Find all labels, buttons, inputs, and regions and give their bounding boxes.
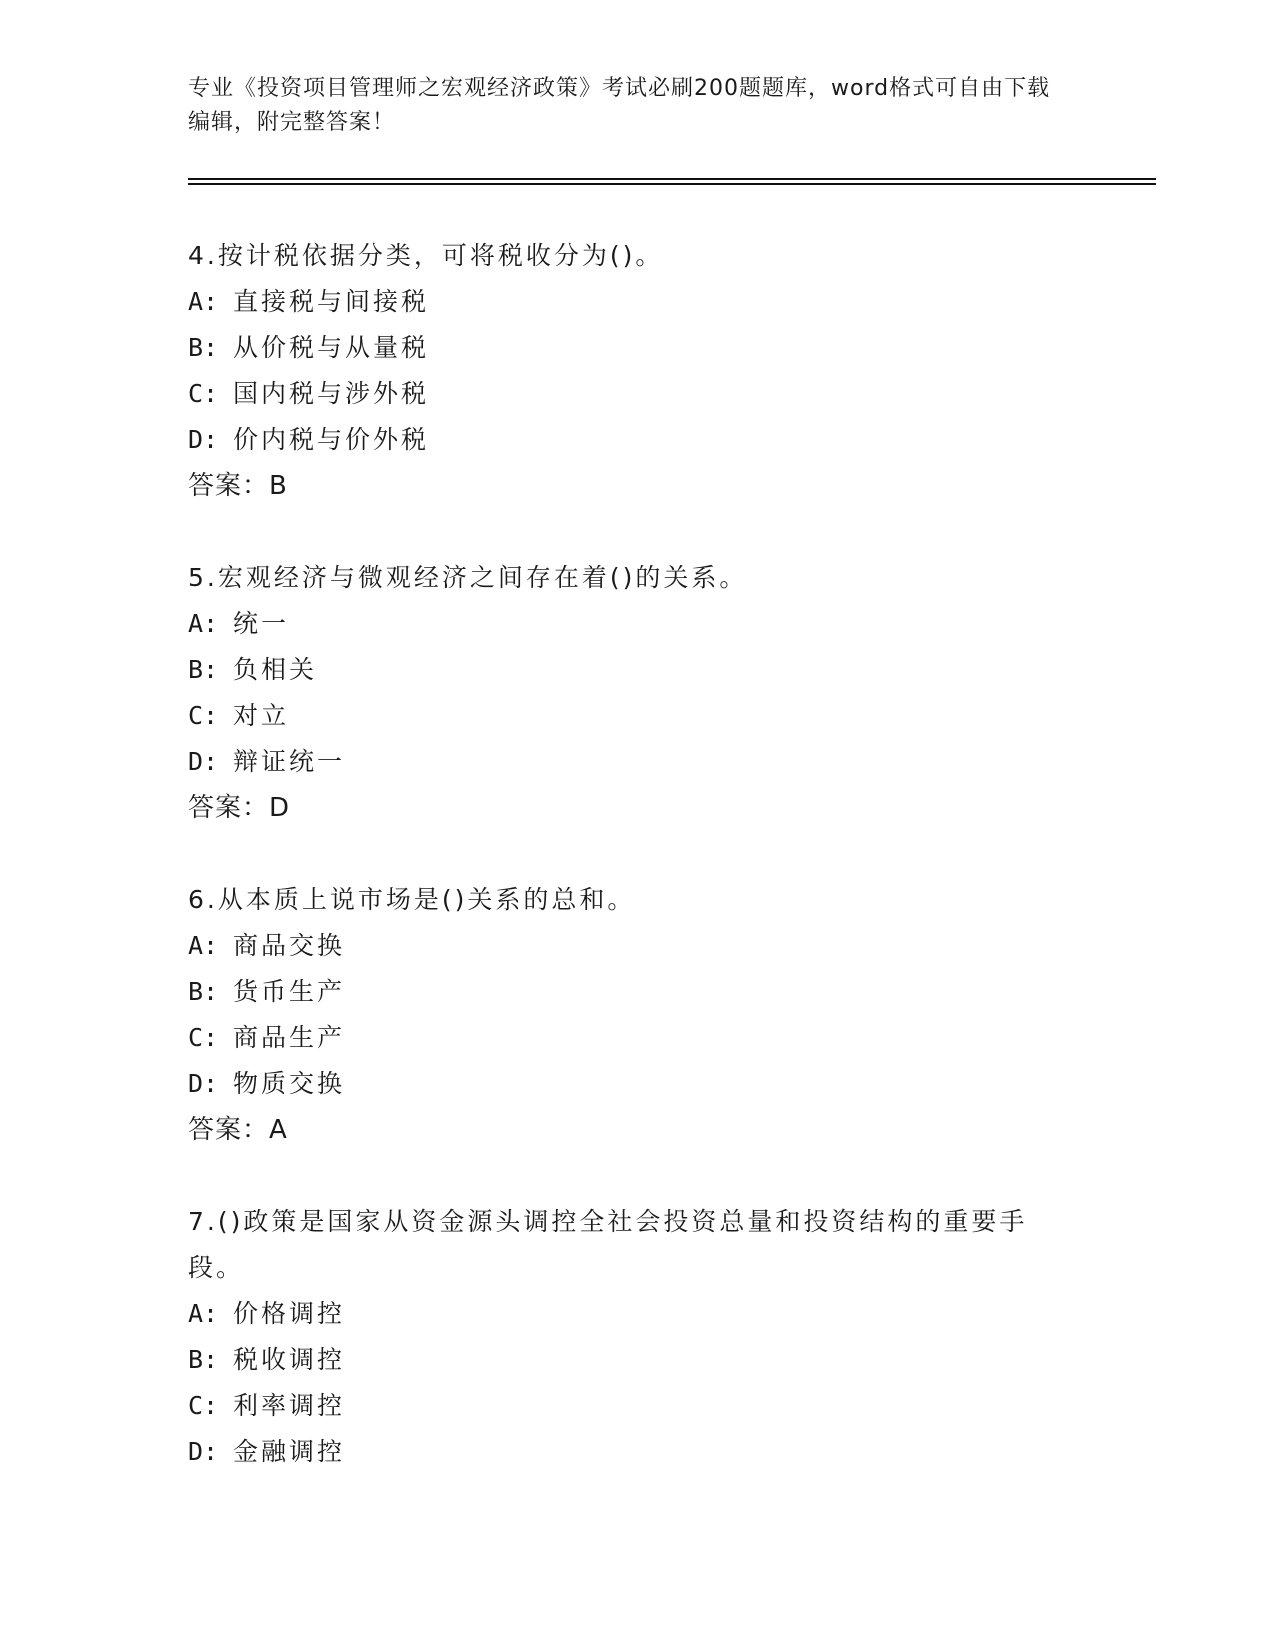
option-letter: C: bbox=[188, 379, 219, 408]
option-text: 统一 bbox=[233, 609, 290, 638]
option-text: 辩证统一 bbox=[233, 747, 346, 776]
option-text: 金融调控 bbox=[233, 1437, 346, 1466]
option-b bbox=[188, 1337, 1068, 1383]
question-stem: 6.从本质上说市场是()关系的总和。 bbox=[188, 885, 636, 914]
option-b bbox=[188, 647, 1068, 693]
option-c bbox=[188, 1383, 1068, 1429]
option-text: 对立 bbox=[233, 701, 290, 730]
question-7 bbox=[188, 1199, 1068, 1475]
answer-line: 答案：A bbox=[188, 1115, 288, 1145]
option-a bbox=[188, 1291, 1068, 1337]
option-text: 税收调控 bbox=[233, 1345, 346, 1374]
option-text: 从价税与从量税 bbox=[233, 333, 430, 362]
option-letter: B: bbox=[188, 1345, 219, 1374]
option-a bbox=[188, 279, 1068, 325]
option-letter: D: bbox=[188, 425, 219, 454]
question-4 bbox=[188, 233, 1068, 509]
option-text: 商品交换 bbox=[233, 931, 346, 960]
option-letter: B: bbox=[188, 333, 219, 362]
option-b bbox=[188, 969, 1068, 1015]
option-letter: C: bbox=[188, 701, 219, 730]
option-letter: D: bbox=[188, 747, 219, 776]
question-stem: 4.按计税依据分类，可将税收分为()。 bbox=[188, 241, 664, 270]
option-letter: A: bbox=[188, 609, 219, 638]
option-letter: C: bbox=[188, 1391, 219, 1420]
option-d bbox=[188, 417, 1068, 463]
option-letter: A: bbox=[188, 1299, 219, 1328]
option-c bbox=[188, 1015, 1068, 1061]
option-d bbox=[188, 1429, 1068, 1475]
answer-line: 答案：D bbox=[188, 793, 291, 823]
option-letter: C: bbox=[188, 1023, 219, 1052]
question-list bbox=[188, 233, 1068, 1521]
option-text: 货币生产 bbox=[233, 977, 346, 1006]
option-c bbox=[188, 693, 1068, 739]
option-d bbox=[188, 739, 1068, 785]
header-divider bbox=[188, 178, 1156, 180]
option-letter: B: bbox=[188, 655, 219, 684]
option-text: 利率调控 bbox=[233, 1391, 346, 1420]
document-header: 专业《投资项目管理师之宏观经济政策》考试必刷200题题库，word格式可自由下载编辑，附完整答案！ bbox=[188, 76, 1051, 135]
option-letter: A: bbox=[188, 287, 219, 316]
option-c bbox=[188, 371, 1068, 417]
question-stem: 7.()政策是国家从资金源头调控全社会投资总量和投资结构的重要手段。 bbox=[188, 1207, 1028, 1282]
option-b bbox=[188, 325, 1068, 371]
option-letter: D: bbox=[188, 1437, 219, 1466]
option-text: 负相关 bbox=[233, 655, 318, 684]
option-text: 物质交换 bbox=[233, 1069, 346, 1098]
option-text: 直接税与间接税 bbox=[233, 287, 430, 316]
option-letter: D: bbox=[188, 1069, 219, 1098]
answer-line: 答案：B bbox=[188, 471, 288, 501]
option-d bbox=[188, 1061, 1068, 1107]
option-text: 商品生产 bbox=[233, 1023, 346, 1052]
option-text: 价格调控 bbox=[233, 1299, 346, 1328]
question-stem: 5.宏观经济与微观经济之间存在着()的关系。 bbox=[188, 563, 748, 592]
option-a bbox=[188, 601, 1068, 647]
option-letter: B: bbox=[188, 977, 219, 1006]
option-text: 国内税与涉外税 bbox=[233, 379, 430, 408]
option-text: 价内税与价外税 bbox=[233, 425, 430, 454]
header-divider-second bbox=[188, 183, 1156, 185]
question-5 bbox=[188, 555, 1068, 831]
option-a bbox=[188, 923, 1068, 969]
option-letter: A: bbox=[188, 931, 219, 960]
question-6 bbox=[188, 877, 1068, 1153]
